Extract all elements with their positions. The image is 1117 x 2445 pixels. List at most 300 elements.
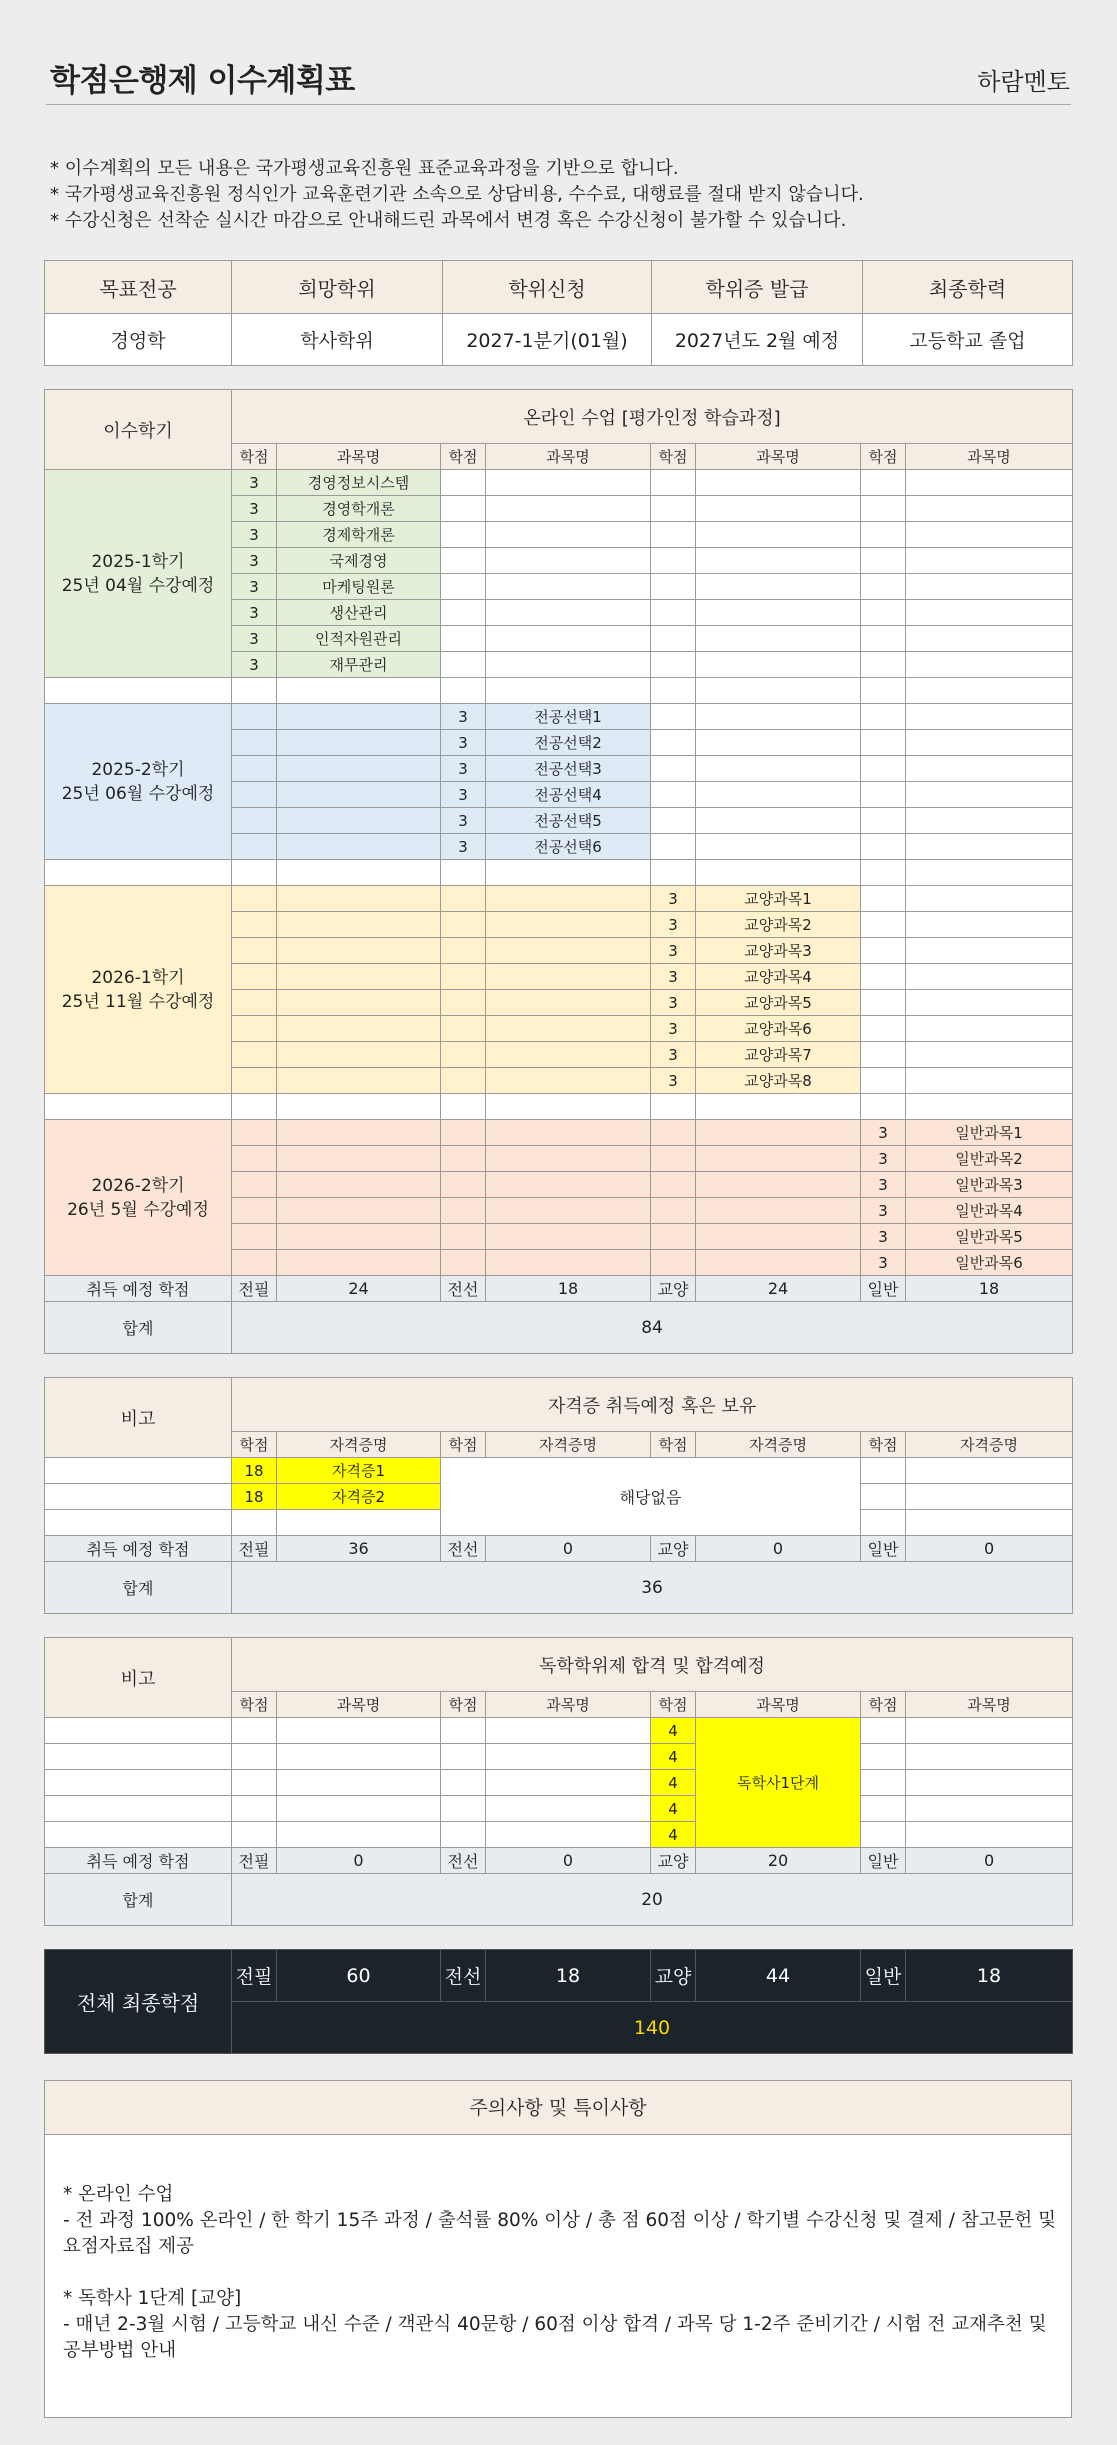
empty-cell [441, 1198, 486, 1224]
selfstudy-credit: 4 [651, 1718, 696, 1744]
spacer-cell [441, 860, 486, 886]
earned-value: 18 [486, 1276, 651, 1302]
total-label: 합계 [45, 1874, 232, 1926]
summary-header: 학위증 발급 [652, 261, 863, 314]
column-header-credit: 학점 [441, 444, 486, 470]
spacer-cell [651, 860, 696, 886]
column-header-name: 자격증명 [696, 1432, 861, 1458]
course-name: 인적자원관리 [277, 626, 441, 652]
cautions-title: 주의사항 및 특이사항 [45, 2081, 1071, 2135]
empty-cell [232, 1224, 277, 1250]
table-row [45, 704, 1073, 730]
table-row [45, 678, 1073, 704]
empty-cell [441, 1250, 486, 1276]
empty-cell [861, 1718, 906, 1744]
plan-title: 온라인 수업 [평가인정 학습과정] [232, 390, 1073, 444]
spacer-cell [861, 678, 906, 704]
summary-header: 최종학력 [863, 261, 1073, 314]
column-header-name: 과목명 [696, 444, 861, 470]
certificate-table [44, 1377, 1073, 1614]
course-name: 경영학개론 [277, 496, 441, 522]
course-credit: 3 [651, 964, 696, 990]
final-value: 18 [486, 1950, 651, 2002]
course-name: 교양과목6 [696, 1016, 861, 1042]
empty-cell [277, 1198, 441, 1224]
column-header-name: 자격증명 [277, 1432, 441, 1458]
column-header-name: 과목명 [486, 444, 651, 470]
empty-cell [232, 1822, 277, 1848]
course-credit: 3 [651, 990, 696, 1016]
empty-cell [441, 600, 486, 626]
summary-header: 목표전공 [45, 261, 232, 314]
empty-cell [232, 756, 277, 782]
empty-cell [232, 1042, 277, 1068]
empty-cell [486, 1042, 651, 1068]
final-credit-table [44, 1949, 1073, 2054]
column-header-name: 과목명 [277, 444, 441, 470]
empty-cell [486, 912, 651, 938]
empty-cell [232, 1250, 277, 1276]
empty-cell [277, 1172, 441, 1198]
empty-cell [277, 1770, 441, 1796]
notice-item: * 이수계획의 모든 내용은 국가평생교육진흥원 표준교육과정을 기반으로 합니다. [50, 158, 679, 179]
course-name: 일반과목4 [906, 1198, 1073, 1224]
empty-cell [486, 626, 651, 652]
empty-cell [486, 522, 651, 548]
spacer-cell [651, 1094, 696, 1120]
empty-cell [486, 1198, 651, 1224]
course-name: 생산관리 [277, 600, 441, 626]
empty-cell [441, 1224, 486, 1250]
earned-label: 취득 예정 학점 [45, 1276, 232, 1302]
empty-cell [441, 548, 486, 574]
column-header-credit: 학점 [861, 444, 906, 470]
empty-cell [441, 1172, 486, 1198]
empty-cell [861, 626, 906, 652]
table-row [45, 1120, 1073, 1146]
empty-cell [906, 574, 1073, 600]
course-name: 일반과목5 [906, 1224, 1073, 1250]
final-category: 전필 [232, 1950, 277, 2002]
empty-cell [441, 1744, 486, 1770]
selfstudy-name: 독학사1단계 [696, 1718, 861, 1848]
table-row [45, 1562, 1073, 1614]
empty-cell [486, 652, 651, 678]
course-name: 교양과목5 [696, 990, 861, 1016]
column-header-credit: 학점 [651, 1432, 696, 1458]
spacer-cell [441, 1094, 486, 1120]
empty-cell [277, 886, 441, 912]
empty-cell [861, 1822, 906, 1848]
column-header-credit: 학점 [232, 1692, 277, 1718]
notice-list [50, 156, 864, 234]
course-name: 교양과목7 [696, 1042, 861, 1068]
semester-header: 이수학기 [45, 390, 232, 470]
summary-value: 2027-1분기(01월) [443, 314, 652, 366]
empty-cell [861, 652, 906, 678]
final-category: 일반 [861, 1950, 906, 2002]
cert-title: 자격증 취득예정 혹은 보유 [232, 1378, 1073, 1432]
earned-value: 0 [906, 1848, 1073, 1874]
spacer [63, 2260, 1065, 2286]
empty-cell [861, 964, 906, 990]
empty-cell [861, 1042, 906, 1068]
empty-cell [232, 808, 277, 834]
online-title: * 온라인 수업 [63, 2184, 174, 2205]
empty-cell [441, 1796, 486, 1822]
selfstudy-credit: 4 [651, 1796, 696, 1822]
earned-category: 교양 [651, 1848, 696, 1874]
earned-value: 0 [906, 1536, 1073, 1562]
empty-cell [906, 548, 1073, 574]
spacer-cell [232, 1094, 277, 1120]
column-header-credit: 학점 [441, 1692, 486, 1718]
course-credit: 3 [651, 938, 696, 964]
empty-cell [277, 808, 441, 834]
empty-cell [232, 1120, 277, 1146]
empty-cell [45, 1770, 232, 1796]
empty-cell [486, 1718, 651, 1744]
cert-name: 자격증1 [277, 1458, 441, 1484]
course-credit: 3 [441, 730, 486, 756]
earned-category: 전선 [441, 1848, 486, 1874]
course-credit: 3 [651, 1068, 696, 1094]
summary-value: 경영학 [45, 314, 232, 366]
empty-cell [861, 886, 906, 912]
empty-cell [277, 912, 441, 938]
empty-cell [861, 782, 906, 808]
empty-cell [441, 912, 486, 938]
empty-cell [277, 1718, 441, 1744]
empty-cell [651, 1172, 696, 1198]
empty-cell [651, 1224, 696, 1250]
empty-cell [651, 834, 696, 860]
empty-cell [232, 1198, 277, 1224]
empty-cell [651, 704, 696, 730]
empty-cell [906, 834, 1073, 860]
remark-header: 비고 [45, 1378, 232, 1458]
spacer-cell [277, 678, 441, 704]
earned-category: 전선 [441, 1276, 486, 1302]
total-label: 합계 [45, 1562, 232, 1614]
spacer-cell [696, 678, 861, 704]
empty-cell [906, 652, 1073, 678]
empty-cell [906, 1042, 1073, 1068]
empty-cell [441, 470, 486, 496]
empty-cell [441, 990, 486, 1016]
selfstudy-credit: 4 [651, 1770, 696, 1796]
earned-category: 전필 [232, 1536, 277, 1562]
empty-cell [906, 1458, 1073, 1484]
course-name: 경영정보시스템 [277, 470, 441, 496]
empty-cell [906, 1744, 1073, 1770]
empty-cell [696, 496, 861, 522]
empty-cell [861, 756, 906, 782]
spacer-cell [906, 678, 1073, 704]
spacer-cell [45, 860, 232, 886]
semester-label: 2025-2학기 25년 06월 수강예정 [45, 704, 232, 860]
empty-cell [486, 1068, 651, 1094]
course-credit: 3 [861, 1172, 906, 1198]
empty-cell [441, 522, 486, 548]
study-plan-table [44, 389, 1073, 1354]
empty-cell [906, 704, 1073, 730]
empty-cell [696, 756, 861, 782]
empty-cell [906, 912, 1073, 938]
course-credit: 3 [232, 600, 277, 626]
empty-cell [906, 1770, 1073, 1796]
spacer-cell [906, 1094, 1073, 1120]
empty-cell [651, 652, 696, 678]
empty-cell [696, 652, 861, 678]
final-value: 60 [277, 1950, 441, 2002]
earned-category: 전필 [232, 1848, 277, 1874]
spacer-cell [651, 678, 696, 704]
final-value: 44 [696, 1950, 861, 2002]
course-credit: 3 [232, 548, 277, 574]
empty-cell [277, 1224, 441, 1250]
course-credit: 3 [441, 756, 486, 782]
empty-cell [861, 574, 906, 600]
empty-cell [696, 1172, 861, 1198]
spacer-cell [906, 860, 1073, 886]
course-name: 교양과목2 [696, 912, 861, 938]
empty-cell [486, 1146, 651, 1172]
cautions-body [45, 2135, 1071, 2364]
course-credit: 3 [232, 574, 277, 600]
empty-cell [906, 496, 1073, 522]
empty-cell [696, 1120, 861, 1146]
empty-cell [486, 964, 651, 990]
table-row [45, 390, 1073, 444]
empty-cell [651, 600, 696, 626]
summary-value: 2027년도 2월 예정 [652, 314, 863, 366]
final-category: 교양 [651, 1950, 696, 2002]
empty-cell [906, 1068, 1073, 1094]
empty-cell [861, 1068, 906, 1094]
remark-cell [45, 1484, 232, 1510]
final-category: 전선 [441, 1950, 486, 2002]
empty-cell [906, 600, 1073, 626]
empty-cell [861, 470, 906, 496]
empty-cell [277, 730, 441, 756]
final-label: 전체 최종학점 [45, 1950, 232, 2054]
empty-cell [441, 1120, 486, 1146]
course-name: 전공선택3 [486, 756, 651, 782]
empty-cell [651, 522, 696, 548]
column-header-credit: 학점 [651, 1692, 696, 1718]
empty-cell [861, 704, 906, 730]
course-credit: 3 [861, 1120, 906, 1146]
empty-cell [232, 730, 277, 756]
empty-cell [906, 782, 1073, 808]
selfstudy-title: 독학학위제 합격 및 합격예정 [232, 1638, 1073, 1692]
title-divider [46, 104, 1071, 105]
table-row [45, 1378, 1073, 1432]
empty-cell [277, 704, 441, 730]
empty-cell [696, 730, 861, 756]
empty-cell [232, 1510, 277, 1536]
earned-value: 18 [906, 1276, 1073, 1302]
brand-name: 하람멘토 [977, 68, 1070, 96]
empty-cell [696, 808, 861, 834]
table-row [45, 1276, 1073, 1302]
earned-value: 24 [277, 1276, 441, 1302]
empty-cell [277, 1822, 441, 1848]
selfstudy-credit: 4 [651, 1822, 696, 1848]
earned-value: 0 [486, 1536, 651, 1562]
summary-value: 학사학위 [232, 314, 443, 366]
empty-cell [486, 1250, 651, 1276]
cert-name: 자격증2 [277, 1484, 441, 1510]
column-header-name: 과목명 [906, 1692, 1073, 1718]
cert-none: 해당없음 [441, 1458, 861, 1536]
empty-cell [906, 1718, 1073, 1744]
empty-cell [906, 756, 1073, 782]
empty-cell [861, 1484, 906, 1510]
summary-table [44, 260, 1073, 366]
empty-cell [906, 470, 1073, 496]
empty-cell [232, 1770, 277, 1796]
column-header-credit: 학점 [232, 444, 277, 470]
empty-cell [651, 782, 696, 808]
course-credit: 3 [861, 1250, 906, 1276]
empty-cell [232, 834, 277, 860]
course-credit: 3 [651, 1042, 696, 1068]
spacer-cell [232, 678, 277, 704]
course-credit: 3 [232, 652, 277, 678]
spacer-cell [232, 860, 277, 886]
empty-cell [861, 548, 906, 574]
empty-cell [861, 730, 906, 756]
course-name: 교양과목8 [696, 1068, 861, 1094]
table-row [45, 1848, 1073, 1874]
spacer-cell [277, 1094, 441, 1120]
empty-cell [486, 990, 651, 1016]
empty-cell [861, 1458, 906, 1484]
empty-cell [232, 1068, 277, 1094]
empty-cell [906, 886, 1073, 912]
column-header-name: 과목명 [486, 1692, 651, 1718]
course-credit: 3 [232, 470, 277, 496]
empty-cell [441, 626, 486, 652]
column-header-name: 자격증명 [906, 1432, 1073, 1458]
empty-cell [651, 574, 696, 600]
selfstudy-title: * 독학사 1단계 [교양] [63, 2288, 242, 2309]
spacer-cell [45, 1094, 232, 1120]
empty-cell [486, 496, 651, 522]
final-value: 18 [906, 1950, 1073, 2002]
cautions-box [44, 2080, 1072, 2418]
notice-item: * 국가평생교육진흥원 정식인가 교육훈련기관 소속으로 상담비용, 수수료, 대행료를 절대 받지 않습니다. [50, 184, 864, 205]
total-value: 20 [232, 1874, 1073, 1926]
cert-credit: 18 [232, 1484, 277, 1510]
table-row [45, 1094, 1073, 1120]
empty-cell [861, 522, 906, 548]
course-name: 일반과목1 [906, 1120, 1073, 1146]
empty-cell [486, 548, 651, 574]
empty-cell [906, 1796, 1073, 1822]
empty-cell [277, 1146, 441, 1172]
empty-cell [277, 1796, 441, 1822]
course-name: 전공선택5 [486, 808, 651, 834]
earned-label: 취득 예정 학점 [45, 1536, 232, 1562]
empty-cell [861, 1796, 906, 1822]
page-title: 학점은행제 이수계획표 [50, 63, 355, 99]
empty-cell [486, 470, 651, 496]
empty-cell [696, 1224, 861, 1250]
table-row [45, 1822, 1073, 1848]
spacer-cell [696, 860, 861, 886]
course-credit: 3 [861, 1224, 906, 1250]
spacer-cell [441, 678, 486, 704]
empty-cell [861, 938, 906, 964]
empty-cell [45, 1718, 232, 1744]
self-study-table [44, 1637, 1073, 1926]
semester-label: 2026-2학기 26년 5월 수강예정 [45, 1120, 232, 1276]
semester-label: 2025-1학기 25년 04월 수강예정 [45, 470, 232, 678]
table-row [45, 1458, 1073, 1484]
table-row [45, 470, 1073, 496]
empty-cell [861, 912, 906, 938]
empty-cell [651, 626, 696, 652]
empty-cell [277, 1510, 441, 1536]
summary-header: 희망학위 [232, 261, 443, 314]
empty-cell [232, 886, 277, 912]
course-credit: 3 [861, 1146, 906, 1172]
empty-cell [861, 834, 906, 860]
empty-cell [906, 990, 1073, 1016]
remark-cell [45, 1510, 232, 1536]
empty-cell [696, 600, 861, 626]
table-row [45, 886, 1073, 912]
empty-cell [906, 938, 1073, 964]
empty-cell [696, 548, 861, 574]
empty-cell [651, 1120, 696, 1146]
course-credit: 3 [441, 782, 486, 808]
course-name: 경제학개론 [277, 522, 441, 548]
course-credit: 3 [651, 912, 696, 938]
column-header-credit: 학점 [232, 1432, 277, 1458]
empty-cell [861, 600, 906, 626]
spacer-cell [696, 1094, 861, 1120]
empty-cell [861, 1510, 906, 1536]
column-header-credit: 학점 [861, 1692, 906, 1718]
cert-credit: 18 [232, 1458, 277, 1484]
table-row [45, 1874, 1073, 1926]
empty-cell [441, 1146, 486, 1172]
course-credit: 3 [651, 886, 696, 912]
empty-cell [486, 574, 651, 600]
empty-cell [441, 1068, 486, 1094]
empty-cell [696, 522, 861, 548]
empty-cell [232, 1718, 277, 1744]
empty-cell [696, 626, 861, 652]
empty-cell [486, 1172, 651, 1198]
empty-cell [441, 1770, 486, 1796]
selfstudy-credit: 4 [651, 1744, 696, 1770]
empty-cell [277, 1016, 441, 1042]
empty-cell [45, 1796, 232, 1822]
empty-cell [906, 1822, 1073, 1848]
empty-cell [696, 1250, 861, 1276]
empty-cell [441, 652, 486, 678]
notice-item: * 수강신청은 선착순 실시간 마감으로 안내해드린 과목에서 변경 혹은 수강신청이 불가할 수 있습니다. [50, 210, 847, 231]
empty-cell [906, 1510, 1073, 1536]
empty-cell [861, 496, 906, 522]
empty-cell [651, 470, 696, 496]
final-total: 140 [232, 2002, 1073, 2054]
